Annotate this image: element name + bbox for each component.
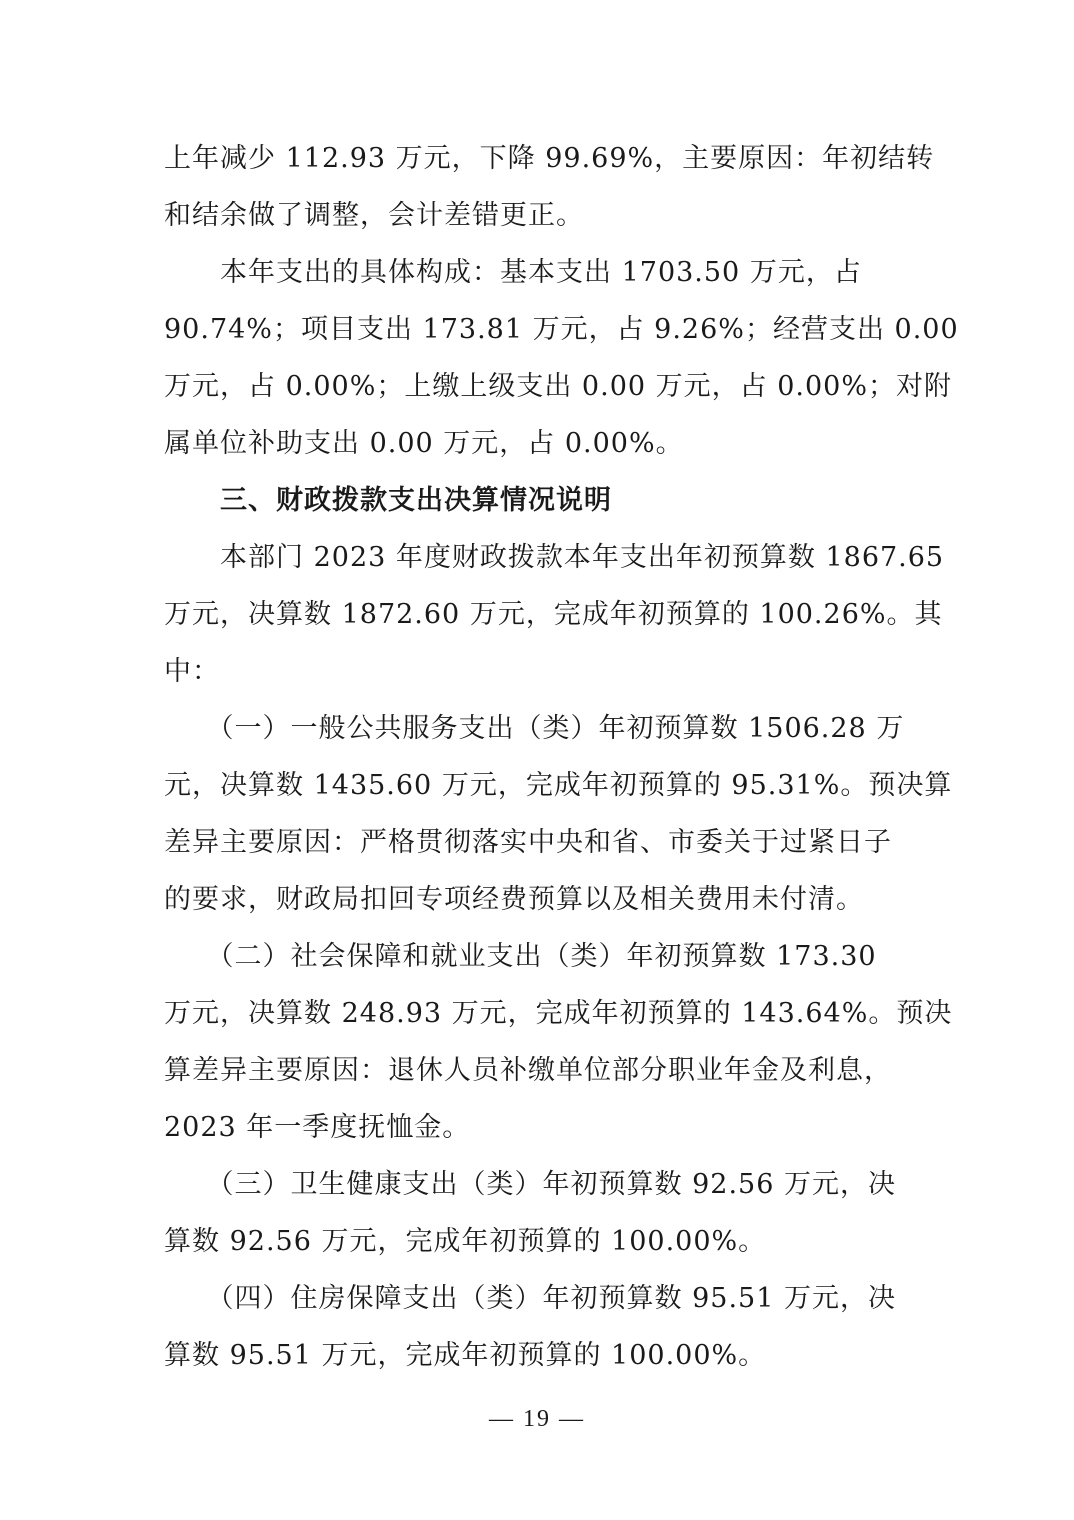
text-line: 算数 92.56 万元，完成年初预算的 100.00%。 bbox=[164, 1226, 767, 1257]
text-line: （一）一般公共服务支出（类）年初预算数 1506.28 万 bbox=[164, 713, 905, 744]
text-line: 90.74%；项目支出 173.81 万元，占 9.26%；经营支出 0.00 bbox=[164, 314, 959, 345]
page-number: — 19 — bbox=[489, 1406, 585, 1432]
text-line: （三）卫生健康支出（类）年初预算数 92.56 万元，决 bbox=[164, 1169, 896, 1200]
text-line: 元，决算数 1435.60 万元，完成年初预算的 95.31%。预决算 bbox=[164, 770, 953, 801]
text-line: 和结余做了调整，会计差错更正。 bbox=[164, 200, 584, 231]
text-line: 2023 年一季度抚恤金。 bbox=[164, 1112, 471, 1143]
text-line: 中： bbox=[164, 656, 220, 687]
text-line: 算差异主要原因：退休人员补缴单位部分职业年金及利息， bbox=[164, 1055, 892, 1086]
text-line: 本部门 2023 年度财政拨款本年支出年初预算数 1867.65 bbox=[164, 542, 945, 573]
text-line: 算数 95.51 万元，完成年初预算的 100.00%。 bbox=[164, 1340, 767, 1371]
text-line: 万元，占 0.00%；上缴上级支出 0.00 万元，占 0.00%；对附 bbox=[164, 371, 952, 402]
text-line: （二）社会保障和就业支出（类）年初预算数 173.30 bbox=[164, 941, 877, 972]
text-line: 差异主要原因：严格贯彻落实中央和省、市委关于过紧日子 bbox=[164, 827, 892, 858]
section-heading: 三、财政拨款支出决算情况说明 bbox=[164, 485, 612, 516]
text-line: 属单位补助支出 0.00 万元，占 0.00%。 bbox=[164, 428, 684, 459]
text-line: （四）住房保障支出（类）年初预算数 95.51 万元，决 bbox=[164, 1283, 896, 1314]
text-line: 万元，决算数 248.93 万元，完成年初预算的 143.64%。预决 bbox=[164, 998, 953, 1029]
text-line: 本年支出的具体构成：基本支出 1703.50 万元，占 bbox=[164, 257, 862, 288]
text-line: 上年减少 112.93 万元，下降 99.69%，主要原因：年初结转 bbox=[164, 143, 935, 174]
text-line: 的要求，财政局扣回专项经费预算以及相关费用未付清。 bbox=[164, 884, 864, 915]
body-text bbox=[164, 130, 959, 1384]
text-line: 万元，决算数 1872.60 万元，完成年初预算的 100.26%。其 bbox=[164, 599, 943, 630]
